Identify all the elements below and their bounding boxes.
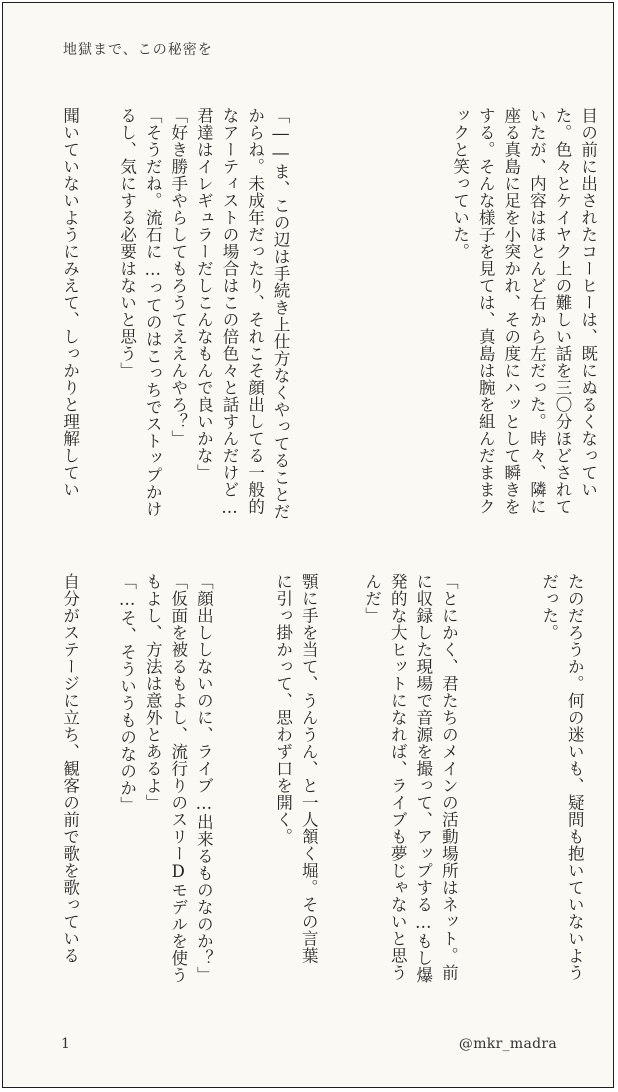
- text-line: 目の前に出されたコーヒーは、既にぬるくなってい: [578, 107, 598, 498]
- text-line: に収録した現場で音源を撮って、アップする…もし爆: [413, 573, 433, 984]
- text-line: 「…そ、そういうものなのか」: [117, 573, 137, 814]
- text-line: する。そんな様子を見ては、真島は腕を組んだままク: [476, 107, 496, 515]
- text-line: からね。未成年だったり、それこそ顔出してる一般的: [245, 107, 265, 515]
- lower-paragraph-4: [114, 573, 216, 1013]
- text-line: 発的な大ヒットになれば、ライブも夢じゃないと思う: [388, 573, 408, 981]
- text-line: いたが、内容はほとんど右から左だった。時々、隣に: [527, 107, 547, 515]
- text-line: 聞いていないようにみえて、しっかりと理解してい: [60, 107, 80, 498]
- lower-paragraph-2: [359, 573, 461, 1013]
- text-line: もよし、方法は意外とあるよ」: [143, 573, 163, 811]
- text-line: 「好き勝手やらしてもろうてええんやろ？」: [168, 107, 188, 447]
- upper-paragraph-2: [114, 107, 293, 539]
- lower-paragraph-3: [270, 573, 321, 1013]
- text-line: 「とにかく、君たちのメインの活動場所はネット。前: [439, 573, 459, 981]
- text-line: んだ」: [362, 573, 382, 624]
- text-line: たのだろうか。何の迷いも、疑問も抱いていないよう: [565, 573, 585, 981]
- text-line: だった。: [539, 573, 559, 641]
- text-line: るし、気にする必要はないと思う」: [117, 107, 137, 379]
- text-line: た。色々とケイヤク上の難しい話を三〇分ほどされて: [552, 107, 572, 515]
- text-line: に引っ掛かって、思わず口を開く。: [273, 573, 293, 845]
- upper-paragraph-1: [447, 107, 601, 539]
- page-number: 1: [61, 1036, 70, 1052]
- text-line: 顎に手を当て、うんうん、と一人頷く堀。その言葉: [299, 573, 319, 964]
- author-credit: @mkr_madra: [458, 1036, 557, 1052]
- text-line: 「そうだね。流石に…ってのはこっちでストップかけ: [143, 107, 163, 518]
- upper-paragraph-3: [57, 107, 83, 539]
- lower-paragraph-5: [57, 573, 83, 1013]
- text-line: ックと笑っていた。: [450, 107, 470, 260]
- text-line: 自分がステージに立ち、観客の前で歌を歌っている: [60, 573, 80, 964]
- page: [2, 2, 614, 1088]
- text-line: 「顔出ししないのに、ライブ…出来るものなのか？」: [194, 573, 214, 984]
- text-line: なアーティストの場合はこの倍色々と話すんだけど…: [219, 107, 239, 518]
- text-line: 君達はイレギュラーだしこんなもんで良いかな」: [194, 107, 214, 481]
- text-line: 「仮面を被るもよし、流行りのスリーDモデルを使う: [168, 573, 188, 984]
- text-line: 「――ま、この辺は手続き上仕方なくやってることだ: [271, 107, 291, 520]
- document-title: 地獄まで、この秘密を: [63, 42, 213, 58]
- text-line: 座る真島に足を小突かれ、その度にハッとして瞬きを: [501, 107, 521, 515]
- lower-paragraph-1: [536, 573, 587, 1013]
